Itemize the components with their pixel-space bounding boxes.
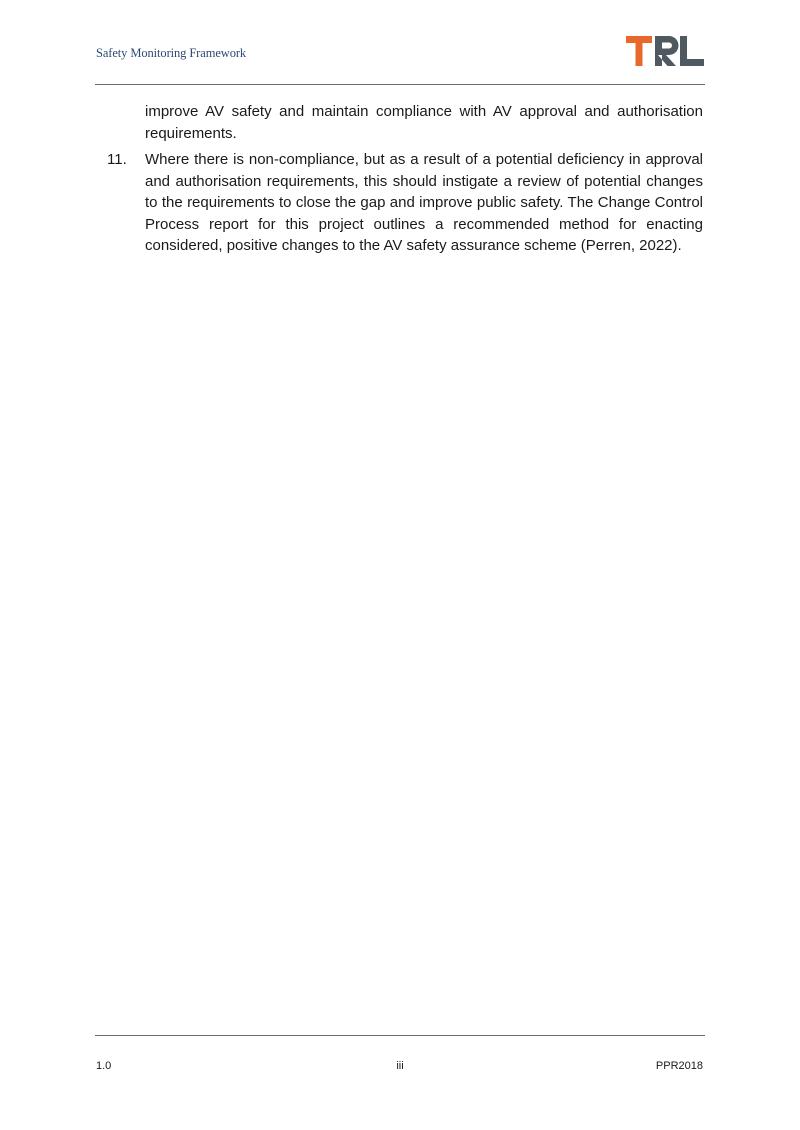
header-title: Safety Monitoring Framework	[96, 46, 247, 60]
document-body	[107, 101, 703, 257]
list-item-number: 11.	[107, 151, 127, 168]
list-item	[107, 149, 703, 257]
footer-version: 1.0	[96, 1060, 112, 1072]
footer-divider	[95, 1035, 705, 1036]
continued-paragraph: improve AV safety and maintain compliance with AV approval and authorisation requirements.	[145, 103, 703, 142]
list-item-text: Where there is non-compliance, but as a result of a potential deficiency in approval and authorisation requirements, this should instigate a review of potential changes to the requirements to close the gap and improve public safety. The Change Control Process report for this project outlines a recommended method for enacting considered, positive changes to the AV safety assurance scheme (Perren, 2022).	[145, 151, 703, 254]
trl-logo	[626, 36, 704, 66]
footer-reference: PPR2018	[655, 1060, 703, 1072]
header-divider	[95, 84, 705, 85]
footer-page-number: iii	[396, 1060, 404, 1072]
